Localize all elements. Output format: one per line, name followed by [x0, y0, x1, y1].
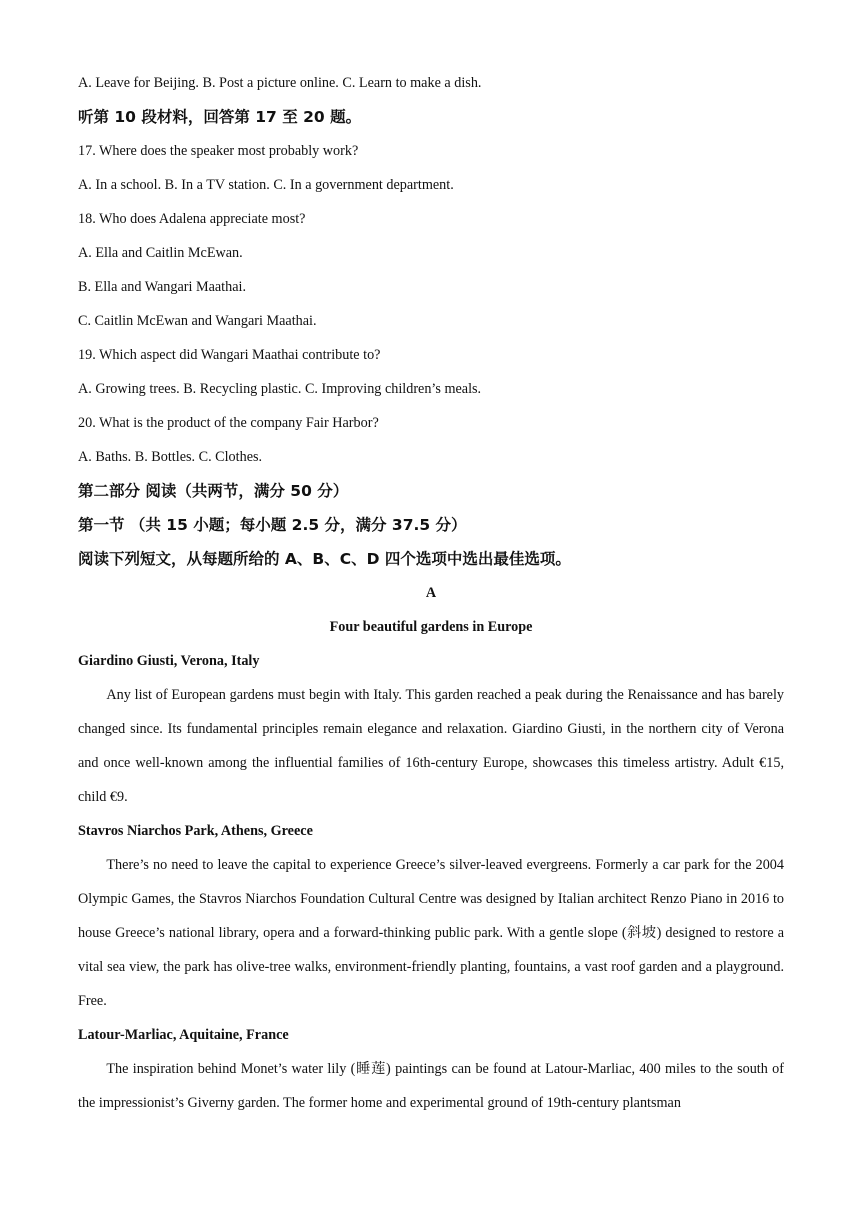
question-20: 20. What is the product of the company Fair Harbor?: [78, 415, 379, 431]
part-two-heading: 第二部分 阅读（共两节，满分 50 分）: [78, 482, 349, 500]
garden-2-name: Stavros Niarchos Park, Athens, Greece: [78, 823, 313, 839]
question-17: 17. Where does the speaker most probably work?: [78, 143, 359, 159]
passage-letter: A: [425, 585, 437, 601]
question-19-options: A. Growing trees. B. Recycling plastic. C. Improving children’s meals.: [78, 381, 482, 397]
garden-3-paragraph: The inspiration behind Monet’s water lily (睡莲) paintings can be found at Latour-Marliac, 400 miles to the south of the impressionist’s Giverny garden. The former home and experimental ground of 19th-century plantsman: [78, 1061, 784, 1111]
question-18-option-a: A. Ella and Caitlin McEwan.: [78, 245, 243, 261]
garden-3-name: Latour-Marliac, Aquitaine, France: [78, 1027, 289, 1043]
garden-1-paragraph: Any list of European gardens must begin with Italy. This garden reached a peak during the Renaissance and has barely changed since. Its fundamental principles remain elegance and relaxation. Giardino Giusti, in the northern city of Verona and once well-known among the influential families of 16th-century Europe, showcases this timeless artistry. Adult €15, child €9.: [78, 687, 784, 805]
question-17-options: A. In a school. B. In a TV station. C. In a government department.: [78, 177, 454, 193]
question-18: 18. Who does Adalena appreciate most?: [78, 211, 306, 227]
section-one-heading: 第一节 （共 15 小题；每小题 2.5 分，满分 37.5 分）: [78, 516, 467, 534]
exam-page: [78, 66, 784, 1120]
listening-instruction-heading: 听第 10 段材料，回答第 17 至 20 题。: [78, 108, 362, 126]
q16-options: A. Leave for Beijing. B. Post a picture online. C. Learn to make a dish.: [78, 75, 482, 91]
garden-1-name: Giardino Giusti, Verona, Italy: [78, 653, 260, 669]
reading-instruction: 阅读下列短文，从每题所给的 A、B、C、D 四个选项中选出最佳选项。: [78, 550, 571, 568]
passage-title: Four beautiful gardens in Europe: [329, 619, 533, 635]
question-19: 19. Which aspect did Wangari Maathai contribute to?: [78, 347, 381, 363]
question-20-options: A. Baths. B. Bottles. C. Clothes.: [78, 449, 263, 465]
garden-2-paragraph: There’s no need to leave the capital to experience Greece’s silver-leaved evergreens. Formerly a car park for the 2004 Olympic Games, the Stavros Niarchos Foundation Cultural Centre was designed by Italian architect Renzo Piano in 2016 to house Greece’s national library, opera and a forward-thinking public park. With a gentle slope (斜坡) designed to restore a vital sea view, the park has olive-tree walks, environment-friendly planting, fountains, a vast roof garden and a playground. Free.: [78, 857, 784, 1009]
question-18-option-c: C. Caitlin McEwan and Wangari Maathai.: [78, 313, 317, 329]
question-18-option-b: B. Ella and Wangari Maathai.: [78, 279, 247, 295]
